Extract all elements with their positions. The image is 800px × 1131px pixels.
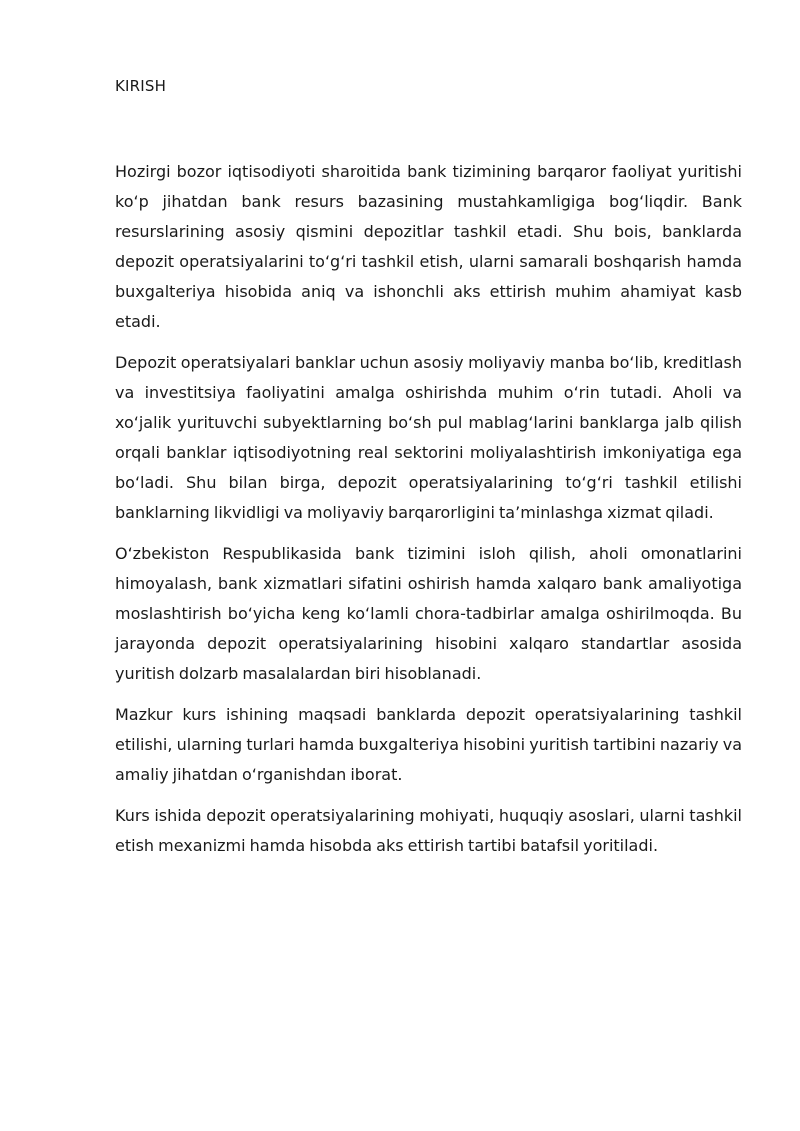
paragraph-4: Mazkur kurs ishining maqsadi banklarda depozit operatsiyalarining tashkil etilishi, ularning turlari hamda buxgalteriya hisobini yuritish tartibini nazariy va amaliy jihatdan o‘rganishdan iborat. — [115, 705, 742, 784]
paragraph-3: O‘zbekiston Respublikasida bank tizimini isloh qilish, aholi omonatlarini himoyalash, bank xizmatlari sifatini oshirish hamda xalqaro bank amaliyotiga moslashtirish bo‘yicha keng ko‘lamli chora-tadbirlar amalga oshirilmoqda. Bu jarayonda depozit operatsiyalarining hisobini xalqaro standartlar asosida yuritish dolzarb masalalardan biri hisoblanadi. — [115, 544, 742, 683]
paragraph-2: Depozit operatsiyalari banklar uchun asosiy moliyaviy manba bo‘lib, kreditlash va investitsiya faoliyatini amalga oshirishda muhim o‘rin tutadi. Aholi va xo‘jalik yurituvchi subyektlarning bo‘sh pul mablag‘larini banklarga jalb qilish orqali banklar iqtisodiyotning real sektorini moliyalashtirish imkoniyatiga ega bo‘ladi. Shu bilan birga, depozit operatsiyalarining to‘g‘ri tashkil etilishi banklarning likvidligi va moliyaviy barqarorligini ta’minlashga xizmat qiladi. — [115, 353, 742, 522]
paragraph-5: Kurs ishida depozit operatsiyalarining mohiyati, huquqiy asoslari, ularni tashkil etish mexanizmi hamda hisobda aks ettirish tartibi batafsil yoritiladi. — [115, 806, 742, 855]
section-heading: KIRISH — [115, 77, 167, 95]
paragraph-1: Hozirgi bozor iqtisodiyoti sharoitida bank tizimining barqaror faoliyat yuritishi ko‘p jihatdan bank resurs bazasining mustahkamligiga bog‘liqdir. Bank resurslarining asosiy qismini depozitlar tashkil etadi. Shu bois, banklarda depozit operatsiyalarini to‘g‘ri tashkil etish, ularni samarali boshqarish hamda buxgalteriya hisobida aniq va ishonchli aks ettirish muhim ahamiyat kasb etadi. — [115, 162, 742, 331]
document-body — [115, 157, 742, 872]
